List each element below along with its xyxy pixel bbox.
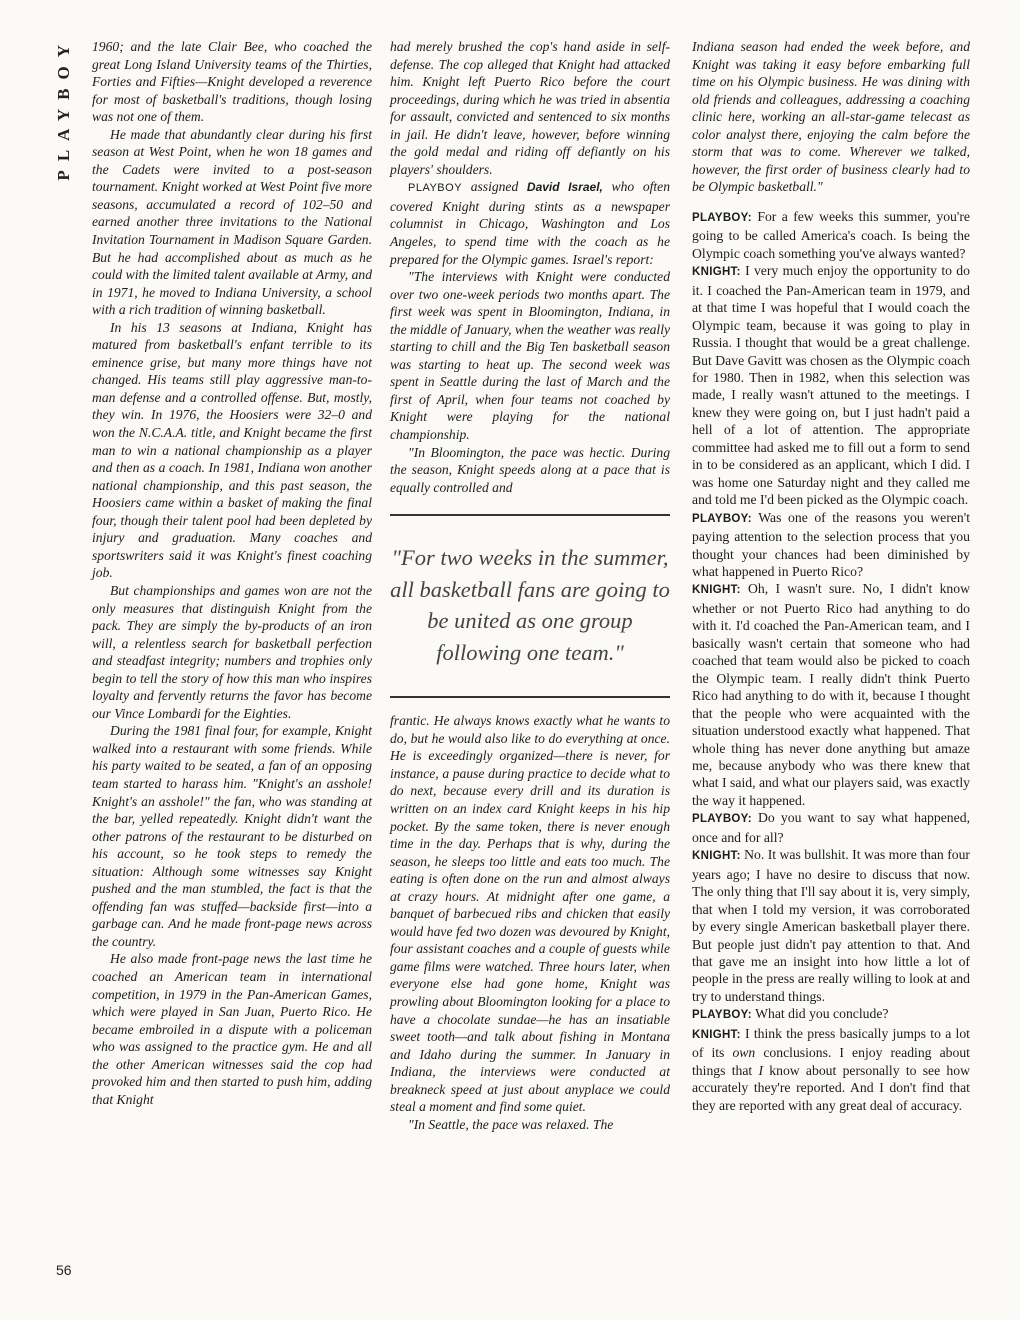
answer <box>692 262 970 508</box>
column-1 <box>92 38 372 1108</box>
paragraph: "In Seattle, the pace was relaxed. The <box>408 1116 614 1132</box>
speaker-label: PLAYBOY: <box>692 813 752 826</box>
answer <box>692 1025 970 1114</box>
answer-text: conclusions. I enjoy reading about things that <box>692 1045 970 1078</box>
answer-text: I think the press basically jumps to a lot of its <box>692 1025 970 1061</box>
answer-text: I very much enjoy the opportunity to do it. I coached the Pan-American team in 1979, and at that time I was hopeful that I would coach the Olympic team, because it was going to play in Russia. I thought that would be a great challenge. But Dave Gavitt was chosen as the Olympic coach for 1980. Then in 1982, when this selection was made, I really wasn't attuned to the meetings. I knew they were going on, but I just hadn't paid a hell of a lot of attention. The appropriate committee had asked me to fill out a form to send in to be considered as an applicant, which I did. I was home one Saturday night and they called me and told me I'd been picked as the Olympic coach. <box>692 263 970 508</box>
speaker-label: KNIGHT: <box>692 1028 741 1041</box>
author-name: David Israel, <box>526 180 603 195</box>
magazine-name: PLAYBOY <box>408 182 463 195</box>
speaker-label: PLAYBOY: <box>692 512 752 525</box>
paragraph: "The interviews with Knight were conducted over two one-week periods two months apart. The first week was spent in Bloomington, Indiana, in the middle of January, when the weather was really starting to chill and the Big Ten basketball season was starting to heat up. The second week was spent in Seattle during the last of March and the first of April, when four teams not coached by Knight were playing for the national championship. <box>390 269 671 443</box>
paragraph: Indiana season had ended the week before, and Knight was taking it easy before embarking full time on his Olympic business. He was dining with old friends and colleagues, addressing a coaching clinic here, working an all-star-game telecast as color analyst there, enjoying the calm before the storm that was to come. Wherever we talked, however, the first order of business clearly had to be Olympic basketball." <box>692 39 970 195</box>
speaker-label: KNIGHT: <box>692 266 741 279</box>
speaker-label: PLAYBOY: <box>692 1009 752 1022</box>
answer-text: Oh, I wasn't sure. No, I didn't know whether or not Puerto Rico had anything to do with it. I'd coached the Pan-American team, and I basically wasn't certain that someone who had coached that team would also be picked to coach the Olympic team. I really didn't think Puerto Rico had anything to do with it, because I thought that the people who were acquainted with the situation understood exactly what happened. That whole thing has never done anything but amaze me, because anybody who was there knew that what I said, and what our players said, was exactly the way it happened. <box>692 581 970 808</box>
question <box>692 208 970 262</box>
paragraph: "In Bloomington, the pace was hectic. During the season, Knight speeds along at a pace that is equally controlled and <box>390 444 670 495</box>
answer-text: know about personally to see how accurately they're reported. And I don't find that they are reported with any great deal of accuracy. <box>692 1062 970 1113</box>
speaker-label: PLAYBOY: <box>692 211 752 224</box>
text-span: assigned <box>462 179 527 195</box>
answer <box>692 846 970 1005</box>
pullquote-rule-bottom <box>390 696 670 698</box>
question-text: For a few weeks this summer, you're going to be called America's coach. Is being the Olympic coach something you've always wanted? <box>692 208 970 261</box>
question-text: Do you want to say what happened, once and for all? <box>692 810 970 845</box>
magazine-sidebar-title: PLAYBOY <box>54 36 73 181</box>
paragraph: He also made front-page news the last time he coached an American team in international competition, in 1979 in the Pan-American Games, which were played in San Juan, Puerto Rico. He became embroiled in a dispute with a policeman who was assigned to the practice gym. He and all the other American witnesses said the cop had provoked him and then started to push him, adding that Knight <box>92 951 372 1107</box>
speaker-label: KNIGHT: <box>692 584 741 597</box>
paragraph: frantic. He always knows exactly what he wants to do, but he would also like to do everything at once. He is exceedingly organized—there is never, for instance, a pause during practice to decide what to do next, because every drill and its duration is written on an index card Knight keeps in his hip pocket. By the same token, there is never enough time in the day. Perhaps that is why, during the season, he sleeps too little and eats too much. The eating is often done on the run and almost always at crazy hours. At midnight after one game, a banquet of barbecued ribs and chicken that easily would have fed two dozen was devoured by Knight, four assistant coaches and a couple of guests while game films were watched. Three hours later, when everyone else had gone home, Knight was prowling about Bloomington looking for a place to have a chocolate sundae—he has an insatiable sweet tooth—and talk about fishing in Montana and Idaho during the summer. In January in Indiana, the interviews were conducted at breakneck speed at just about anyplace we could steal a moment and find some quiet. <box>390 713 670 1115</box>
page-number: 56 <box>56 1262 72 1278</box>
text-span: who often covered Knight during stints as a newspaper columnist in Chicago, Washington and Los Angeles, to spend time with the coach as he prepared for the Olympic games. Israel's report: <box>390 179 671 267</box>
question-text: What did you conclude? <box>751 1006 889 1022</box>
question-text: Was one of the reasons you weren't paying attention to the selection process that you thought your chances had been diminished by what happened in Puerto Rico? <box>692 509 970 579</box>
pullquote-rule-top <box>390 514 670 516</box>
intro-paragraph <box>390 178 670 268</box>
emphasis: I <box>758 1062 764 1078</box>
paragraph: 1960; and the late Clair Bee, who coached the great Long Island University teams of the Thirties, Forties and Fifties—Knight developed a reverence for most of basketball's traditions, though losing was not one of them. <box>92 39 372 125</box>
question <box>692 509 970 581</box>
emphasis: own <box>732 1045 756 1061</box>
column-2 <box>390 38 670 1133</box>
paragraph: He made that abundantly clear during his first season at West Point, when he won 18 games and the Cadets were invited to a post-season tournament. Knight worked at West Point five more seasons, accumulated a record of 102–50 and earned another three invitations to the National Invitation Tournament in Madison Square Garden. But he had accomplished about as much as he could with the limited talent available at Army, and in 1971, he moved to Indiana University, a school with a rich tradition of winning basketball. <box>92 126 372 318</box>
pullquote: "For two weeks in the summer, all basketball fans are going to be united as one group following one team." <box>390 545 670 665</box>
answer <box>692 580 970 809</box>
paragraph: During the 1981 final four, for example, Knight walked into a restaurant with some friends. While his party waited to be seated, a fan of an opposing team started to harass him. "Knight's an asshole! Knight's an asshole!" the fan, who was standing at the bar, yelled repeatedly. Knight didn't want the other patrons of the restaurant to be disturbed on his account, so he took steps to remedy the situation: Although some witnesses say Knight pushed and the man stumbled, the fact is that the offending fan was stuffed—backside first—into a garbage can. And he made front-page news across the country. <box>92 723 372 949</box>
question <box>692 809 970 846</box>
column-3 <box>692 38 970 1114</box>
paragraph: In his 13 seasons at Indiana, Knight has matured from basketball's enfant terrible to its eminence grise, but many more things have not changed. His teams still play aggressive man-to-man defense and a controlled offense. But, mostly, they win. In 1976, the Hoosiers were 32–0 and won the N.C.A.A. title, and Knight became the first man to win a national championship as a player and then as a coach. In 1981, Indiana won another national championship, and this past season, the Hoosiers came within a basket of making the final four, though their talent pool had been depleted by injury and graduation. Many coaches and sportswriters said it was Knight's finest coaching job. <box>92 319 372 581</box>
question <box>692 1005 970 1024</box>
interview <box>692 208 970 1114</box>
answer-text: No. It was bullshit. It was more than four years ago; I have no desire to discuss that now. The only thing that I'll say about it is, very simply, that when I told my version, it was corroborated by every single American basketball player there. But people just didn't pay attention to that. And that gave me an insight into how little a lot of people in the press are really willing to look at and try to understand things. <box>692 847 970 1004</box>
paragraph: had merely brushed the cop's hand aside in self-defense. The cop alleged that Knight had attacked him. Knight left Puerto Rico before the court proceedings, during which he was tried in absentia for assault, convicted and sentenced to six months in jail. He didn't leave, however, before winning the gold medal and riding off defiantly on his players' shoulders. <box>390 39 670 177</box>
speaker-label: KNIGHT: <box>692 850 741 863</box>
paragraph: But championships and games won are not the only measures that distinguish Knight from the pack. They are simply the by-products of an iron will, a relentless search for basketball perfection and steadfast integrity; numbers and trophies only begin to tell the story of how this man who inspires loyalty and fervently returns the favor has become our Vince Lombardi for the Eighties. <box>92 582 372 721</box>
